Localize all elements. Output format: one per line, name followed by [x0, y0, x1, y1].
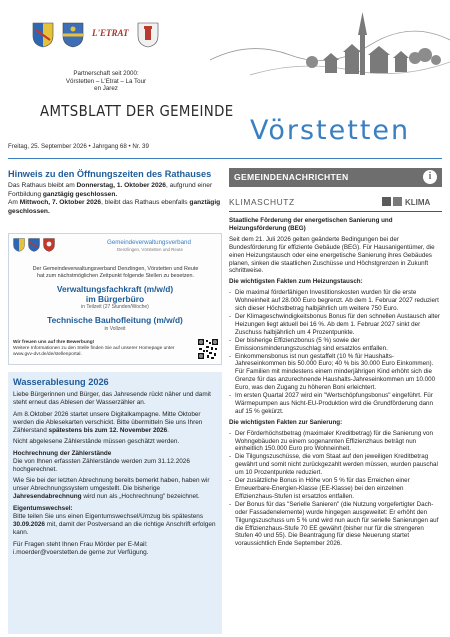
hinweis-date: Mittwoch, 7. Oktober 2026	[19, 199, 102, 207]
gvv-crests	[13, 238, 55, 252]
list-item: - Im ersten Quartal 2027 wird ein "Wertschöpfungsbonus" eingeführt. Für Wärmepumpen aus Nicht-EU-Produktion wird die Grundförderung dann auf 15 % gekürzt.	[229, 392, 442, 416]
job-hours-bauhof: in Vollzeit	[104, 326, 126, 332]
wasser-deadline: 30.09.2026	[13, 520, 45, 528]
hinweis-text: Das Rathaus bleibt am	[8, 182, 77, 189]
wasser-paragraph	[13, 513, 218, 537]
klima-logo-text: KLIMA	[405, 198, 431, 207]
article-heading: Staatliche Förderung der energetischen Sanierung und Heizungsförderung (BEG)	[229, 217, 393, 232]
wasser-body	[13, 391, 218, 560]
hinweis-closed: ganztägig geschlossen.	[42, 190, 118, 198]
partner-crests	[32, 22, 159, 48]
hinweis-text: , aufgrund einer Fortbildung	[8, 182, 213, 198]
list-item: - Der bisherige Effizienzbonus (5 %) sowie der Emissionsminderungszuschlag sind ersatzlos entfallen.	[229, 337, 442, 353]
wasser-text: Bitte teilen Sie uns einen Eigentumswechsel/Umzug bis spätestens	[13, 512, 204, 520]
wasser-subheading: Hochrechnung der Zählerstände	[13, 449, 112, 457]
article-intro: Seit dem 21. Juli 2026 gelten geänderte Bedingungen bei der Bundesförderung für effiziente Gebäude (BEG). Für Hausanigentümer, die einen Heizungstausch oder eine energetische Sanierung ihres Gebäudes planen, sinken die staatlichen Zuschüsse und Höchstgrenzen in Zukunft schrittweise.	[229, 235, 435, 275]
gvv-name: Gemeindeverwaltungsverband	[107, 239, 191, 246]
wasser-paragraph	[13, 411, 218, 435]
list-item: - Der zusätzliche Bonus in Höhe von 5 % für das Erreichen einer Erneuerbare-Energien-Klasse (EE-Klasse) bei den einzelnen Effizienzhaus-Stufen ist ersatzlos entfallen.	[229, 477, 442, 501]
klimaschutz-label: KLIMASCHUTZ	[229, 197, 295, 207]
wasser-deadline: spätestens bis zum 12. November 2026	[48, 426, 168, 434]
letrat-crest-icon	[62, 22, 84, 48]
letrat-logo: L'ETRAT	[92, 28, 129, 38]
ad-intro-line: Der Gemeindeverwaltungsverband Denzlingen, Vörstetten und Reute	[32, 266, 199, 272]
issue-info: Freitag, 25. September 2026 • Jahrgang 68 • Nr. 39	[8, 143, 149, 150]
wasser-text: Am 8.Oktober 2026 startet unsere Digitalkampagne. Mitte Oktober werden die Ablesekarten verschickt. Bitte übermitteln Sie uns Ihren Zählerstand	[13, 410, 203, 434]
ad-call-to-action: Wir freuen uns auf Ihre Bewerbung!	[13, 340, 95, 345]
voerstetten-small-crest-icon	[28, 238, 40, 252]
ad-intro	[13, 266, 218, 280]
job-title-verwaltung	[9, 284, 221, 304]
article-subheading: Die wichtigsten Fakten zum Heizungstausch:	[229, 278, 363, 286]
publication-title: AMTSBLATT DER GEMEINDE	[40, 102, 234, 120]
wasser-contact: Für Fragen steht Ihnen Frau Mörder per E-Mail: i.moerder@voerstetten.de gerne zur Verfügung.	[13, 540, 149, 556]
ad-footer-text: Weitere Informationen zu den Stelle finden Sie auf unserer Homepage unter www.gvv-dvr.de/de/stellenportal.	[13, 346, 175, 357]
wasser-paragraph: Die von Ihnen erfassten Zählerstände werden zum 31.12.2026 hochgerechnet.	[13, 457, 190, 473]
wasser-text: mit, damit der Postversand an die richtige Anschrift erfolgen kann.	[13, 520, 216, 536]
town-name: Vörstetten	[250, 115, 411, 146]
sanierung-facts-list	[229, 430, 442, 549]
job-hours-verwaltung: in Teilzeit (27 Stunden/Woche)	[81, 304, 149, 310]
wasser-heading: Wasserablesung 2026	[13, 377, 109, 387]
job-title-line: Verwaltungsfachkraft (m/w/d)	[56, 284, 174, 294]
reute-crest-icon	[43, 238, 55, 252]
gvv-members: Denzlingen, Vörstetten und Reute	[117, 247, 183, 252]
job-title-bauhof: Technische Bauhofleitung (m/w/d)	[47, 315, 183, 325]
hinweis-body	[8, 182, 222, 216]
partnership-note	[62, 70, 150, 93]
klimaschutz-logo-icon	[380, 194, 438, 209]
gemeindenachrichten-bar	[229, 168, 442, 187]
la-tour-crest-icon	[137, 22, 159, 48]
hinweis-text: Am	[8, 199, 20, 207]
hinweis-text: , bleibt das Rathaus ebenfalls	[101, 199, 190, 207]
wasser-paragraph: Nicht abgelesene Zählerstände müssen geschätzt werden.	[13, 438, 180, 446]
wasserablesung-box	[8, 372, 222, 634]
list-item: - Einkommensbonus ist nun gestaffelt (10 % für Haushalts-Jahreseinkommen bis 50.000 Euro; 40 % bis 30.000 Euro Einkommen). Für Familien mit mindestens einem minderjährigen Kind erhöht sich die Grenze für das anzurechnende Haushalts-Jahreseinkommen um 10.000 Euro, was den Zugang zu höheren Boni erleichtert.	[229, 353, 442, 393]
hinweis-closed: ganztägig geschlossen.	[8, 199, 221, 215]
qr-code-icon[interactable]	[197, 338, 219, 360]
village-skyline-illustration	[210, 0, 450, 100]
ad-footer	[13, 340, 181, 358]
ad-intro-line: hat zum nächstmöglichen Zeitpunkt folgende Stellen zu besetzen.	[36, 273, 195, 279]
heizung-facts-list	[229, 289, 442, 416]
hinweis-heading: Hinweis zu den Öffnungszeiten des Rathauses	[8, 169, 212, 179]
wasser-text: Wie Sie bei der letzten Abrechnung bereits bemerkt haben, haben wir unser Abrechnungssystem umgestellt. Die bisherige	[13, 477, 210, 493]
wasser-subheading: Eigentumswechsel:	[13, 504, 73, 512]
wasser-paragraph	[13, 477, 218, 501]
partnership-towns: Vörstetten – L'Etrat – La Tour en Jarez	[65, 77, 147, 93]
list-item: - Der Förderhöchstbetrag (maximaler Kreditbetrag) für die Sanierung von Wohngebäuden zu einem sogenannten Effizienzhaus beträgt nun einheitlich 150.000 Euro pro Wohneinheit.	[229, 430, 442, 454]
masthead	[0, 0, 450, 146]
list-item: - Der Klimageschwindigkeitsbonus Bonus für den schnellen Austausch alter Heizungen liegt aktuell bei 16 %. Ab dem 1. Februar 2027 sinkt der Zuschuss halbjährlich um 4 Prozentpunkte.	[229, 313, 442, 337]
section-title: GEMEINDENACHRICHTEN	[234, 172, 349, 182]
partnership-line: Partnerschaft seit 2000:	[73, 70, 139, 77]
wasser-text: wird nun als „Hochrechnung" bezeichnet.	[81, 493, 200, 501]
klimaschutz-divider	[229, 211, 442, 212]
list-item: - Der Bonus für das "Serielle Sanieren" (die Nutzung vorgefertigter Dach- oder Fassadenelemente) wurde hingegen ausgeweitet: Er erhöht den Tilgungszuschuss um 5 % und wird nun auch für serielle Sanierungen auf die Effizienzhaus-Stufe 70 EE gewährt (bisher nur für die strengeren Stufen 40 und 55). Die Beantragung für diese Neuerung startet voraussichtlich Ende September 2026.	[229, 501, 442, 548]
wasser-text: .	[167, 426, 169, 434]
job-advertisement	[8, 233, 222, 365]
list-item: - Die maximal förderfähigen Investitionskosten wurden für die erste Wohneinheit auf 28.000 Euro begrenzt. Ab dem 1. Februar 2027 reduziert sich dieser Höchstbetrag halbjährlich um weitere 750 Euro.	[229, 289, 442, 313]
article-subheading: Die wichtigsten Fakten zur Sanierung:	[229, 418, 343, 426]
wasser-paragraph: Liebe Bürgerinnen und Bürger, das Jahresende rückt näher und damit steht erneut das Ablesen der Wasserzähler an.	[13, 391, 211, 406]
job-title-line: im Bürgerbüro	[85, 294, 145, 304]
voerstetten-crest-icon	[32, 22, 54, 48]
klimaschutz-article	[229, 217, 442, 551]
info-icon[interactable]: i	[423, 170, 437, 184]
denzlingen-crest-icon	[13, 238, 25, 252]
hinweis-date: Donnerstag, 1. Oktober 2026	[76, 182, 166, 189]
header-divider	[8, 158, 442, 159]
list-item: - Die Tilgungszuschüsse, die vom Staat auf den jeweiligen Kreditbetrag gewährt und somit nicht zurückgezahlt werden müssen, wurden pauschal um 10 Prozentpunkte reduziert.	[229, 453, 442, 477]
wasser-term: Jahresendabrechnung	[13, 493, 82, 501]
